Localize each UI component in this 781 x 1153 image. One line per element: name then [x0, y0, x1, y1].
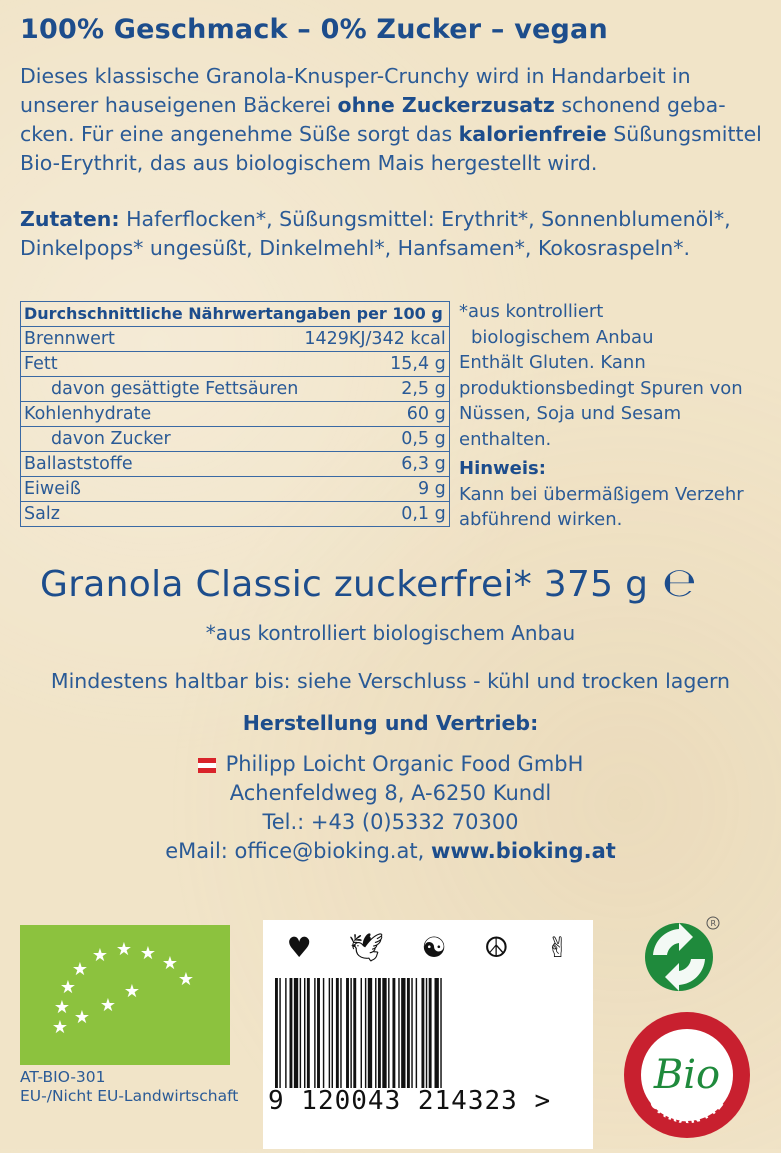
organic-note-line-2: biologischem Anbau: [471, 326, 654, 348]
barcode-bar: [323, 978, 324, 1088]
garantie-ring-text: GARANTIE: [645, 1095, 729, 1128]
eu-star-icon: ★: [53, 997, 71, 1018]
eu-leaf-stars-icon: [20, 925, 230, 1065]
barcode-bar: [375, 978, 376, 1088]
barcode-bar: [426, 978, 427, 1088]
bio-word: Bio: [653, 1052, 721, 1098]
nutrition-row: [21, 502, 450, 527]
nutrition-label: Brennwert: [21, 327, 302, 352]
manufacturer-email: eMail: office@bioking.at,: [165, 839, 431, 863]
nutrition-label: Fett: [21, 352, 302, 377]
hint-text: Kann bei übermäßigem Verzehr abführend wirken.: [459, 483, 744, 530]
nutrition-row: [21, 427, 450, 452]
yin-yang-icon: ☯: [421, 930, 447, 964]
nutrition-label: davon gesättigte Fettsäuren: [21, 377, 302, 402]
barcode-bar: [279, 978, 280, 1088]
barcode-bar: [401, 978, 405, 1088]
barcode-icon-row: [268, 927, 588, 967]
nutrition-label: Kohlenhydrate: [21, 402, 302, 427]
barcode-bar: [314, 978, 315, 1088]
barcode-bar: [411, 978, 412, 1088]
nutrition-value: 0,1 g: [301, 502, 449, 527]
manufacturer-address: Achenfeldweg 8, A-6250 Kundl: [229, 781, 552, 805]
shaka-hand-icon: ✌: [545, 930, 570, 964]
barcode-bar: [382, 978, 386, 1088]
nutrition-value: 9 g: [301, 477, 449, 502]
nutrition-header: Durchschnittliche Nährwertangaben per 100 g: [21, 302, 450, 327]
eu-star-icon: ★: [123, 981, 141, 1002]
eu-star-icon: ★: [71, 959, 89, 980]
estimated-sign-icon: ℮: [662, 560, 697, 606]
barcode-bar: [392, 978, 395, 1088]
barcode-bar: [304, 978, 305, 1088]
barcode-bar: [407, 978, 410, 1088]
eu-star-icon: ★: [59, 977, 77, 998]
manufacturer-company: Philipp Loicht Organic Food GmbH: [225, 752, 584, 776]
nutrition-value: 15,4 g: [301, 352, 449, 377]
ingredients-text: Haferflocken*, Süßungsmittel: Erythrit*, Sonnenblumenöl*, Dinkelpops* ungesüßt, Dinkelmehl*, Hanfsamen*, Kokosraspeln*.: [20, 207, 731, 260]
barcode-bar: [332, 978, 333, 1088]
nutrition-value: 60 g: [301, 402, 449, 427]
barcode-bar: [421, 978, 424, 1088]
nutrition-value: 6,3 g: [301, 452, 449, 477]
manufacturer-website: www.bioking.at: [430, 839, 616, 863]
dove-icon: 🕊: [348, 930, 385, 964]
nutrition-value: 1429KJ/342 kcal: [301, 327, 449, 352]
eu-star-icon: ★: [161, 953, 179, 974]
heart-icon: ♥: [286, 930, 312, 964]
barcode-bar: [416, 978, 417, 1088]
organic-footnote: *aus kontrolliert biologischem Anbau: [205, 621, 576, 645]
description-text-3: Süßungsmittel Bio-Erythrit, das aus biologischem Mais hergestellt wird.: [20, 122, 762, 175]
allergen-note: Enthält Gluten. Kann produktionsbedingt Spuren von Nüssen, Soja und Sesam enthalten.: [459, 352, 743, 450]
eu-star-icon: ★: [73, 1007, 91, 1028]
nutrition-row: [21, 402, 450, 427]
description-text-1: Dieses klassische Granola-Knusper-Crunchy wird in Handarbeit in unserer hauseigenen Bäckerei: [20, 64, 691, 117]
nutrition-value: 0,5 g: [301, 427, 449, 452]
eu-star-icon: ★: [139, 943, 157, 964]
barcode-bar: [307, 978, 310, 1088]
barcode-bar: [275, 978, 278, 1088]
nutrition-label: Eiweiß: [21, 477, 302, 502]
peace-icon: ☮: [483, 930, 509, 964]
description-emphasis-sugar-free: ohne Zuckerzusatz: [337, 93, 555, 117]
barcode-bar: [317, 978, 320, 1088]
barcode-bar: [346, 978, 349, 1088]
barcode-bar: [353, 978, 356, 1088]
organic-note-line-1: *aus kontrolliert: [459, 301, 604, 322]
barcode-bar: [329, 978, 330, 1088]
eu-label-text: [20, 1068, 238, 1106]
ingredients: [20, 205, 764, 263]
barcode-bar: [350, 978, 351, 1088]
barcode-bar: [294, 978, 298, 1088]
nutrition-row: [21, 452, 450, 477]
nutrition-label: davon Zucker: [21, 427, 302, 452]
nutrition-value: 2,5 g: [301, 377, 449, 402]
barcode-bar: [435, 978, 439, 1088]
green-dot-logo: [641, 915, 721, 995]
barcode-bar: [365, 978, 366, 1088]
control-body-code: AT-BIO-301: [20, 1068, 106, 1086]
nutrition-row: [21, 327, 450, 352]
product-title: [40, 560, 697, 606]
barcode-bar: [398, 978, 399, 1088]
product-description: [20, 62, 764, 178]
barcode-bar: [429, 978, 432, 1088]
side-notes: [459, 299, 769, 533]
nutrition-table: [20, 301, 450, 527]
nutrition-header-row: [21, 302, 450, 327]
eu-star-icon: ★: [99, 995, 117, 1016]
barcode-bar: [340, 978, 341, 1088]
manufacturer-phone: Tel.: +43 (0)5332 70300: [262, 810, 519, 834]
agriculture-origin: EU-/Nicht EU-Landwirtschaft: [20, 1087, 239, 1105]
nutrition-row: [21, 377, 450, 402]
eu-organic-logo: [20, 925, 230, 1065]
eu-star-icon: ★: [177, 969, 195, 990]
headline: 100% Geschmack – 0% Zucker – vegan: [20, 14, 608, 45]
barcode-bar: [290, 978, 293, 1088]
bio-garantie-logo: [620, 1008, 754, 1142]
austria-flag-icon: [198, 758, 216, 773]
product-weight: 375 g: [543, 564, 649, 605]
nutrition-row: [21, 477, 450, 502]
barcode-bar: [336, 978, 339, 1088]
eu-star-icon: ★: [91, 945, 109, 966]
best-before-note: Mindestens haltbar bis: siehe Verschluss - kühl und trocken lagern: [50, 669, 731, 693]
description-text-2: schonend gebacken. Für eine angenehme Süße sorgt das: [20, 93, 726, 146]
eu-star-icon: ★: [115, 939, 133, 960]
barcode-bar: [388, 978, 389, 1088]
ingredients-label: Zutaten:: [20, 207, 120, 231]
barcode-bar: [300, 978, 301, 1088]
barcode-bar: [440, 978, 441, 1088]
svg-text:R: R: [710, 919, 717, 928]
manufacturer-heading: Herstellung und Vertrieb:: [242, 711, 539, 735]
eu-star-icon: ★: [51, 1017, 69, 1038]
barcode-bar: [378, 978, 381, 1088]
nutrition-label: Ballaststoffe: [21, 452, 302, 477]
nutrition-label: Salz: [21, 502, 302, 527]
nutrition-row: [21, 352, 450, 377]
barcode-bar: [285, 978, 286, 1088]
manufacturer-info: [0, 750, 781, 866]
barcode-bar: [361, 978, 362, 1088]
barcode-digits: 9 120043 214323 >: [268, 1086, 552, 1116]
barcode-bar: [368, 978, 372, 1088]
product-name: Granola Classic zuckerfrei*: [40, 564, 533, 605]
description-emphasis-calorie-free: kalorienfreie: [458, 122, 607, 146]
recycling-arrows-icon: [641, 915, 721, 995]
hint-label: Hinweis:: [459, 458, 546, 479]
